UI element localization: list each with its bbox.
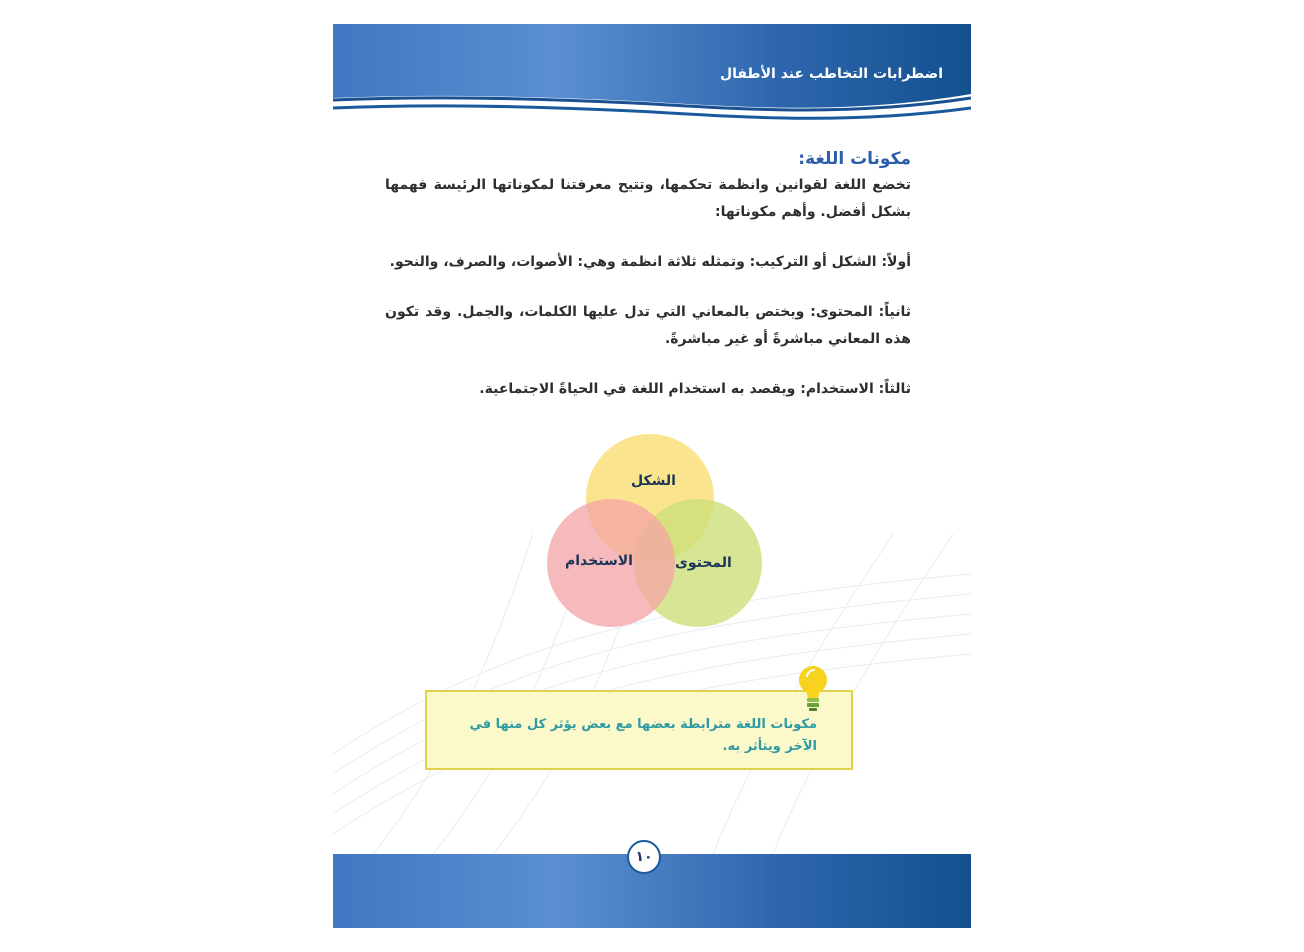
intro-paragraph: تخضع اللغة لقوانين وانظمة تحكمها، وتتيح معرفتنا لمكوناتها الرئيسة فهمها بشكل أفضل. وأهم مكوناتها:	[385, 177, 911, 220]
venn-label-content: المحتوى	[675, 555, 732, 571]
header-title: اضطرابات التخاطب عند الأطفال	[719, 66, 943, 82]
venn-label-use: الاستخدام	[565, 553, 633, 569]
venn-diagram	[533, 429, 773, 634]
note-text: مكونات اللغة مترابطة بعضها مع بعض يؤثر كل منها في الآخر ويتأثر به.	[469, 717, 817, 754]
page-number: ١٠	[627, 840, 661, 874]
lightbulb-icon	[795, 664, 831, 716]
item-content-paragraph: ثانياً: المحتوى: ويختص بالمعاني التي تدل عليها الكلمات، والجمل. وقد تكون هذه المعاني مباشرةً أو غير مباشرةً.	[385, 304, 911, 347]
note-box	[425, 690, 853, 770]
section-heading: مكونات اللغة:	[798, 149, 911, 169]
item-use-paragraph: ثالثاً: الاستخدام: ويقصد به استخدام اللغة في الحياةً الاجتماعية.	[479, 381, 911, 397]
item-form-paragraph: أولاً: الشكل أو التركيب: وتمثله ثلاثة انظمة وهي: الأصوات، والصرف، والنحو.	[389, 254, 911, 270]
main-content	[385, 146, 911, 426]
document-page	[333, 24, 971, 928]
venn-label-form: الشكل	[631, 473, 676, 489]
page-header	[333, 24, 971, 134]
